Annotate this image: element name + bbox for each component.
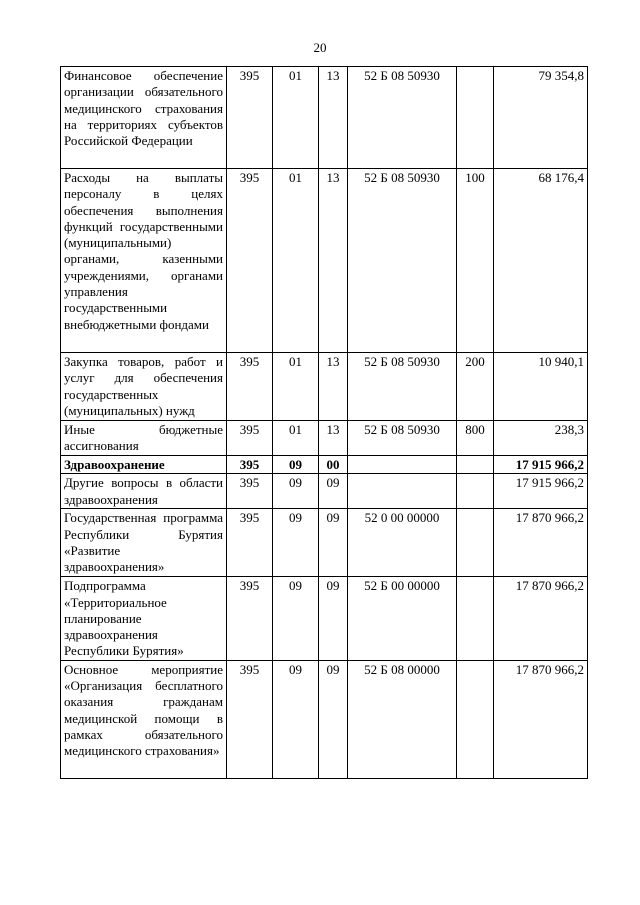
row-amount: 17 870 966,2	[494, 509, 588, 577]
row-expense-type	[457, 474, 494, 509]
row-expense-type	[457, 456, 494, 474]
row-target-code: 52 Б 08 50930	[348, 169, 457, 353]
row-subsection: 09	[319, 660, 348, 778]
row-section: 09	[273, 474, 319, 509]
row-target-code: 52 0 00 00000	[348, 509, 457, 577]
table-row	[61, 67, 588, 169]
row-amount: 17 915 966,2	[494, 456, 588, 474]
row-name: Государственная программа Республики Бурятия «Развитие здравоохранения»	[61, 509, 227, 577]
row-expense-type	[457, 577, 494, 660]
row-name: Закупка товаров, работ и услуг для обеспечения государственных (муниципальных) нужд	[61, 353, 227, 421]
row-grbs: 395	[227, 456, 273, 474]
row-amount: 68 176,4	[494, 169, 588, 353]
row-subsection: 09	[319, 577, 348, 660]
row-target-code: 52 Б 08 00000	[348, 660, 457, 778]
table-row	[61, 660, 588, 778]
row-target-code: 52 Б 08 50930	[348, 421, 457, 456]
row-grbs: 395	[227, 660, 273, 778]
row-expense-type	[457, 660, 494, 778]
row-section: 09	[273, 456, 319, 474]
row-subsection: 09	[319, 474, 348, 509]
row-target-code: 52 Б 00 00000	[348, 577, 457, 660]
row-section: 01	[273, 169, 319, 353]
row-target-code	[348, 474, 457, 509]
row-amount: 238,3	[494, 421, 588, 456]
row-expense-type: 800	[457, 421, 494, 456]
budget-table-body	[61, 67, 588, 779]
row-name: Здравоохранение	[61, 456, 227, 474]
row-expense-type: 100	[457, 169, 494, 353]
row-grbs: 395	[227, 169, 273, 353]
row-grbs: 395	[227, 474, 273, 509]
row-grbs: 395	[227, 67, 273, 169]
row-subsection: 13	[319, 67, 348, 169]
page-number: 20	[313, 40, 327, 55]
row-section: 09	[273, 577, 319, 660]
row-section: 01	[273, 421, 319, 456]
row-subsection: 13	[319, 421, 348, 456]
row-name: Расходы на выплаты персоналу в целях обеспечения выполнения функций государственными (муниципальными) органами, казенными учреждениями, органами управления государственными внебюджетными фондами	[61, 169, 227, 353]
table-row	[61, 353, 588, 421]
table-row	[61, 577, 588, 660]
row-section: 01	[273, 353, 319, 421]
row-name: Финансовое обеспечение организации обязательного медицинского страхования на территориях субъектов Российской Федерации	[61, 67, 227, 169]
row-expense-type	[457, 67, 494, 169]
row-expense-type: 200	[457, 353, 494, 421]
row-subsection: 09	[319, 509, 348, 577]
row-amount: 17 870 966,2	[494, 660, 588, 778]
row-grbs: 395	[227, 353, 273, 421]
row-target-code	[348, 456, 457, 474]
row-subsection: 00	[319, 456, 348, 474]
table-row	[61, 169, 588, 353]
row-subsection: 13	[319, 169, 348, 353]
row-grbs: 395	[227, 509, 273, 577]
row-name: Подпрограмма «Территориальное планирование здравоохранения Республики Бурятия»	[61, 577, 227, 660]
row-grbs: 395	[227, 421, 273, 456]
row-amount: 79 354,8	[494, 67, 588, 169]
row-section: 09	[273, 660, 319, 778]
table-row	[61, 421, 588, 456]
row-amount: 17 915 966,2	[494, 474, 588, 509]
row-name: Другие вопросы в области здравоохранения	[61, 474, 227, 509]
row-amount: 10 940,1	[494, 353, 588, 421]
row-name: Иные бюджетные ассигнования	[61, 421, 227, 456]
table-row	[61, 474, 588, 509]
table-row	[61, 456, 588, 474]
row-subsection: 13	[319, 353, 348, 421]
table-row	[61, 509, 588, 577]
row-section: 01	[273, 67, 319, 169]
budget-table	[60, 66, 588, 779]
row-name: Основное мероприятие «Организация бесплатного оказания гражданам медицинской помощи в рамках обязательного медицинского страхования»	[61, 660, 227, 778]
row-target-code: 52 Б 08 50930	[348, 353, 457, 421]
row-section: 09	[273, 509, 319, 577]
row-expense-type	[457, 509, 494, 577]
row-grbs: 395	[227, 577, 273, 660]
row-target-code: 52 Б 08 50930	[348, 67, 457, 169]
row-amount: 17 870 966,2	[494, 577, 588, 660]
